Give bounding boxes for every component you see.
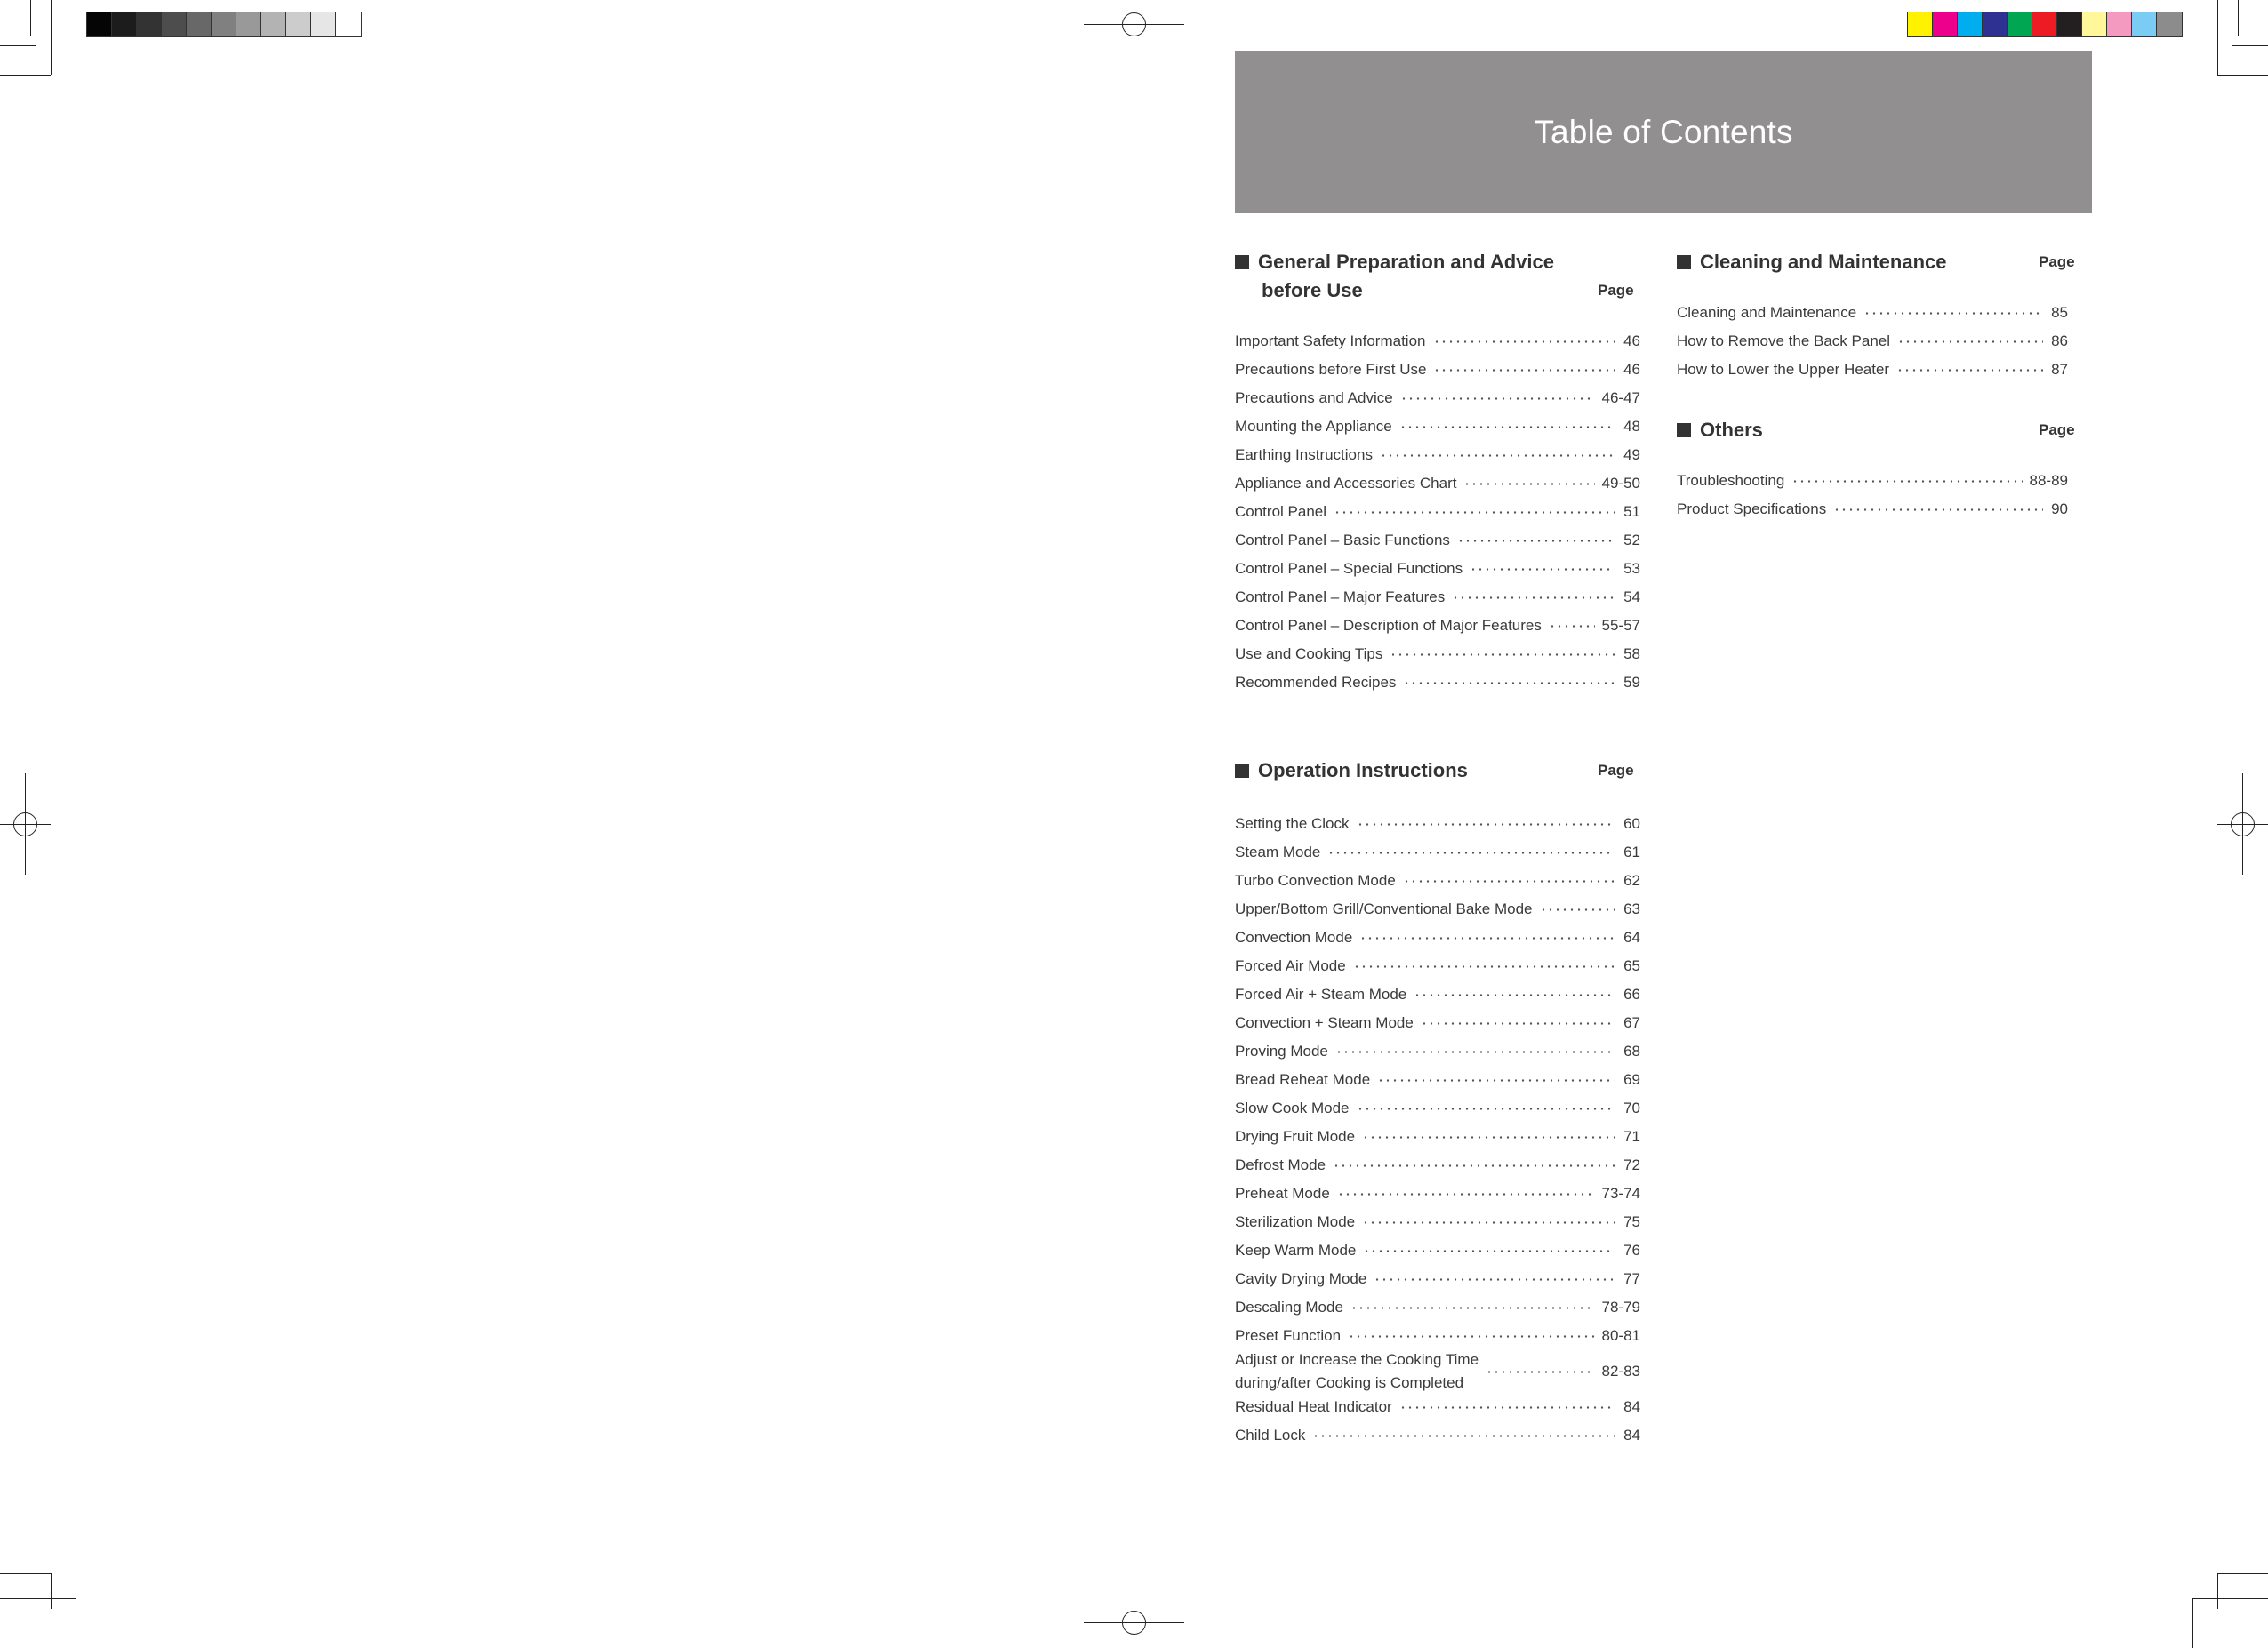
section-title: Operation Instructions (1258, 759, 1468, 781)
toc-entry (1235, 924, 1640, 952)
dot-leader (1359, 937, 1615, 940)
toc-list-operation (1235, 810, 1640, 1450)
dot-leader (1470, 568, 1615, 571)
gray-swatch (286, 12, 311, 36)
toc-entry-page: 61 (1623, 844, 1640, 860)
color-swatch (1958, 12, 1983, 36)
toc-entry-page: 46-47 (1601, 389, 1640, 406)
toc-entry (1235, 498, 1640, 526)
crop-mark-line (2217, 75, 2268, 76)
toc-entry (1235, 1236, 1640, 1265)
toc-entry (1235, 1066, 1640, 1094)
dot-leader (1357, 1108, 1615, 1110)
dot-leader (1353, 965, 1615, 968)
dot-leader (1362, 1221, 1615, 1224)
page-title: Table of Contents (1534, 113, 1793, 150)
toc-entry-page: 72 (1623, 1156, 1640, 1173)
toc-entry-page: 86 (2051, 332, 2068, 349)
gray-swatch (236, 12, 261, 36)
section-title-line1: General Preparation and Advice (1258, 251, 1554, 273)
toc-entry (1235, 412, 1640, 441)
gray-swatch (187, 12, 212, 36)
crop-mark-line (2238, 0, 2239, 36)
toc-entry (1235, 1421, 1640, 1450)
dot-leader (1433, 340, 1616, 343)
color-swatch (2107, 12, 2132, 36)
gray-swatch (137, 12, 162, 36)
toc-entry-label: Product Specifications (1677, 500, 1827, 517)
toc-entry-page: 80-81 (1601, 1327, 1640, 1344)
toc-entry-page: 77 (1623, 1270, 1640, 1287)
toc-entry (1235, 1208, 1640, 1236)
toc-entry-label: Defrost Mode (1235, 1156, 1326, 1173)
toc-entry (1235, 356, 1640, 384)
toc-entry-label: Precautions and Advice (1235, 389, 1393, 406)
dot-leader (1380, 454, 1615, 457)
color-swatch (2032, 12, 2057, 36)
dot-leader (1399, 1406, 1615, 1409)
toc-entry (1677, 327, 2068, 356)
toc-entry-page: 73-74 (1601, 1185, 1640, 1202)
toc-list-cleaning (1677, 299, 2068, 384)
dot-leader (1348, 1335, 1594, 1338)
color-swatch (2082, 12, 2107, 36)
toc-entry-label (1235, 1348, 1479, 1395)
color-swatch (1983, 12, 2008, 36)
toc-entry-label: How to Remove the Back Panel (1677, 332, 1891, 349)
dot-leader (1327, 852, 1615, 854)
dot-leader (1549, 625, 1595, 628)
color-swatch (1908, 12, 1933, 36)
dot-leader (1433, 369, 1615, 372)
toc-entry-page: 49-50 (1601, 475, 1640, 492)
dot-leader (1897, 340, 2043, 343)
color-swatch (2057, 12, 2082, 36)
toc-entry-label: Appliance and Accessories Chart (1235, 475, 1457, 492)
toc-entry (1235, 583, 1640, 612)
section-title: Cleaning and Maintenance (1700, 251, 1947, 273)
dot-leader (1896, 369, 2043, 372)
crop-mark-line (0, 75, 51, 76)
toc-entry-label: Forced Air + Steam Mode (1235, 986, 1407, 1003)
dot-leader (1403, 880, 1615, 883)
color-swatch (2008, 12, 2032, 36)
dot-leader (1362, 1136, 1615, 1139)
crop-mark-line (2217, 1573, 2268, 1574)
toc-entry-label: Slow Cook Mode (1235, 1100, 1350, 1116)
toc-entry (1235, 668, 1640, 697)
toc-entry-page: 58 (1623, 645, 1640, 662)
dot-leader (1863, 312, 2043, 315)
section-title-line2: before Use (1262, 279, 1363, 301)
toc-entry (1235, 640, 1640, 668)
toc-entry (1677, 467, 2068, 495)
toc-entry-label: Turbo Convection Mode (1235, 872, 1396, 889)
dot-leader (1350, 1307, 1595, 1309)
crop-mark-line (2217, 1573, 2218, 1609)
crop-mark-line (2192, 1598, 2193, 1648)
dot-leader (1363, 1250, 1615, 1252)
grayscale-swatch-bar (86, 12, 362, 37)
dot-leader (1312, 1435, 1615, 1437)
toc-entry (1235, 1393, 1640, 1421)
toc-entry-label: Recommended Recipes (1235, 674, 1397, 691)
toc-entry (1235, 810, 1640, 838)
toc-entry (1235, 612, 1640, 640)
toc-entry (1235, 1123, 1640, 1151)
page-column-label: Page (1598, 282, 1634, 299)
dot-leader (1337, 1193, 1595, 1196)
square-bullet-icon (1677, 423, 1691, 437)
square-bullet-icon (1235, 255, 1249, 269)
dot-leader (1335, 1051, 1615, 1053)
gray-swatch (336, 12, 361, 36)
toc-entry (1235, 1293, 1640, 1322)
toc-entry-page: 62 (1623, 872, 1640, 889)
crop-mark-line (0, 45, 36, 46)
toc-entry-page: 65 (1623, 957, 1640, 974)
toc-entry-label: Control Panel – Description of Major Features (1235, 617, 1542, 634)
toc-entry-page: 46 (1623, 361, 1640, 378)
toc-entry-label: Important Safety Information (1235, 332, 1426, 349)
toc-entry (1235, 1180, 1640, 1208)
crop-mark-line (2232, 45, 2268, 46)
color-swatch-bar (1907, 12, 2183, 37)
dot-leader (1334, 511, 1615, 514)
toc-entry-page: 64 (1623, 929, 1640, 946)
crop-mark-line (51, 1573, 52, 1609)
toc-entry-label: Earthing Instructions (1235, 446, 1373, 463)
toc-entry-label: Use and Cooking Tips (1235, 645, 1383, 662)
toc-entry-label: Residual Heat Indicator (1235, 1398, 1392, 1415)
title-banner (1235, 51, 2092, 213)
toc-entry (1235, 952, 1640, 980)
dot-leader (1374, 1278, 1615, 1281)
toc-entry-label: Descaling Mode (1235, 1299, 1343, 1316)
toc-entry (1677, 299, 2068, 327)
toc-entry-page: 49 (1623, 446, 1640, 463)
toc-entry (1235, 838, 1640, 867)
dot-leader (1403, 682, 1615, 684)
toc-entry-label: Forced Air Mode (1235, 957, 1346, 974)
toc-entry (1235, 1350, 1640, 1393)
toc-entry-page: 46 (1623, 332, 1640, 349)
crop-mark-line (30, 0, 31, 36)
toc-entry (1235, 980, 1640, 1009)
toc-entry-label: Setting the Clock (1235, 815, 1350, 832)
toc-entry (1235, 1094, 1640, 1123)
toc-entry-label: Control Panel – Special Functions (1235, 560, 1463, 577)
toc-entry-page: 87 (2051, 361, 2068, 378)
crop-mark-line (2217, 0, 2218, 75)
toc-entry-page: 75 (1623, 1213, 1640, 1230)
toc-entry (1235, 895, 1640, 924)
toc-entry-label: Troubleshooting (1677, 472, 1785, 489)
toc-entry (1235, 441, 1640, 469)
toc-entry-page: 51 (1623, 503, 1640, 520)
gray-swatch (212, 12, 236, 36)
toc-entry (1235, 469, 1640, 498)
toc-entry-page: 82-83 (1601, 1363, 1640, 1380)
toc-entry-label: Upper/Bottom Grill/Conventional Bake Mode (1235, 900, 1533, 917)
toc-entry-page: 90 (2051, 500, 2068, 517)
dot-leader (1486, 1371, 1594, 1373)
toc-entry-label: Child Lock (1235, 1427, 1306, 1444)
toc-entry-page: 68 (1623, 1043, 1640, 1060)
page-column-label: Page (2039, 421, 2075, 438)
toc-entry-page: 84 (1623, 1398, 1640, 1415)
color-swatch (1933, 12, 1958, 36)
toc-entry-label-line1: Adjust or Increase the Cooking Time (1235, 1351, 1479, 1368)
toc-entry-label: Precautions before First Use (1235, 361, 1427, 378)
toc-entry-label: Drying Fruit Mode (1235, 1128, 1356, 1145)
toc-entry-page: 59 (1623, 674, 1640, 691)
toc-entry-page: 52 (1623, 532, 1640, 548)
toc-entry-label: Sterilization Mode (1235, 1213, 1356, 1230)
dot-leader (1463, 483, 1594, 485)
dot-leader (1357, 823, 1615, 826)
toc-entry-label: Convection Mode (1235, 929, 1353, 946)
dot-leader (1540, 908, 1616, 911)
toc-entry-page: 71 (1623, 1128, 1640, 1145)
section-heading-cleaning (1677, 248, 1947, 276)
toc-entry (1677, 495, 2068, 524)
page-column-label: Page (2039, 253, 2075, 270)
toc-entry-label: Control Panel – Basic Functions (1235, 532, 1450, 548)
toc-entry-page: 88-89 (2029, 472, 2068, 489)
toc-entry-label: Cavity Drying Mode (1235, 1270, 1367, 1287)
crop-mark-line (0, 1573, 51, 1574)
toc-entry-label: Steam Mode (1235, 844, 1321, 860)
toc-entry-label: How to Lower the Upper Heater (1677, 361, 1890, 378)
dot-leader (1333, 1164, 1615, 1167)
toc-entry (1235, 1009, 1640, 1037)
toc-entry-label-line2: during/after Cooking is Completed (1235, 1374, 1464, 1391)
color-swatch (2157, 12, 2182, 36)
dot-leader (1457, 540, 1615, 542)
dot-leader (1377, 1079, 1615, 1082)
toc-entry (1235, 526, 1640, 555)
toc-entry (1235, 1037, 1640, 1066)
gray-swatch (87, 12, 112, 36)
toc-entry-page: 60 (1623, 815, 1640, 832)
toc-list-others (1677, 467, 2068, 524)
toc-entry-page: 67 (1623, 1014, 1640, 1031)
toc-entry (1677, 356, 2068, 384)
section-heading-general-line2 (1262, 276, 1363, 305)
toc-entry (1235, 384, 1640, 412)
section-heading-operation (1235, 756, 1468, 785)
toc-entry-label: Cleaning and Maintenance (1677, 304, 1857, 321)
toc-entry (1235, 555, 1640, 583)
toc-entry-label: Convection + Steam Mode (1235, 1014, 1414, 1031)
toc-entry (1235, 867, 1640, 895)
gray-swatch (112, 12, 137, 36)
crop-mark-line (0, 1598, 76, 1599)
toc-entry (1235, 1265, 1640, 1293)
page-column-label: Page (1598, 762, 1634, 779)
toc-entry-page: 69 (1623, 1071, 1640, 1088)
toc-entry-page: 84 (1623, 1427, 1640, 1444)
toc-entry-label: Control Panel – Major Features (1235, 588, 1446, 605)
toc-entry-page: 53 (1623, 560, 1640, 577)
crop-mark-line (51, 0, 52, 75)
toc-entry (1235, 327, 1640, 356)
toc-entry-label: Preset Function (1235, 1327, 1342, 1344)
dot-leader (1390, 653, 1615, 656)
gray-swatch (261, 12, 286, 36)
crop-mark-line (2192, 1598, 2268, 1599)
toc-entry-page: 54 (1623, 588, 1640, 605)
toc-entry-page: 66 (1623, 986, 1640, 1003)
toc-entry-label: Preheat Mode (1235, 1185, 1330, 1202)
toc-entry-page: 78-79 (1601, 1299, 1640, 1316)
dot-leader (1791, 480, 2022, 483)
dot-leader (1452, 596, 1615, 599)
square-bullet-icon (1677, 255, 1691, 269)
dot-leader (1833, 508, 2043, 511)
toc-entry-label: Mounting the Appliance (1235, 418, 1392, 435)
dot-leader (1399, 426, 1615, 428)
section-title: Others (1700, 419, 1763, 441)
square-bullet-icon (1235, 764, 1249, 778)
toc-list-general (1235, 327, 1640, 697)
dot-leader (1414, 994, 1615, 996)
gray-swatch (311, 12, 336, 36)
toc-entry-label: Proving Mode (1235, 1043, 1328, 1060)
toc-entry-page: 55-57 (1601, 617, 1640, 634)
toc-entry-page: 48 (1623, 418, 1640, 435)
gray-swatch (162, 12, 187, 36)
color-swatch (2132, 12, 2157, 36)
section-heading-others (1677, 416, 1763, 444)
toc-entry-page: 85 (2051, 304, 2068, 321)
toc-entry (1235, 1151, 1640, 1180)
toc-entry-page: 63 (1623, 900, 1640, 917)
toc-entry-page: 70 (1623, 1100, 1640, 1116)
toc-entry-page: 76 (1623, 1242, 1640, 1259)
toc-entry (1235, 1322, 1640, 1350)
dot-leader (1400, 397, 1595, 400)
section-heading-general (1235, 248, 1554, 276)
toc-entry-label: Control Panel (1235, 503, 1327, 520)
toc-entry-label: Keep Warm Mode (1235, 1242, 1357, 1259)
dot-leader (1421, 1022, 1615, 1025)
toc-entry-label: Bread Reheat Mode (1235, 1071, 1371, 1088)
